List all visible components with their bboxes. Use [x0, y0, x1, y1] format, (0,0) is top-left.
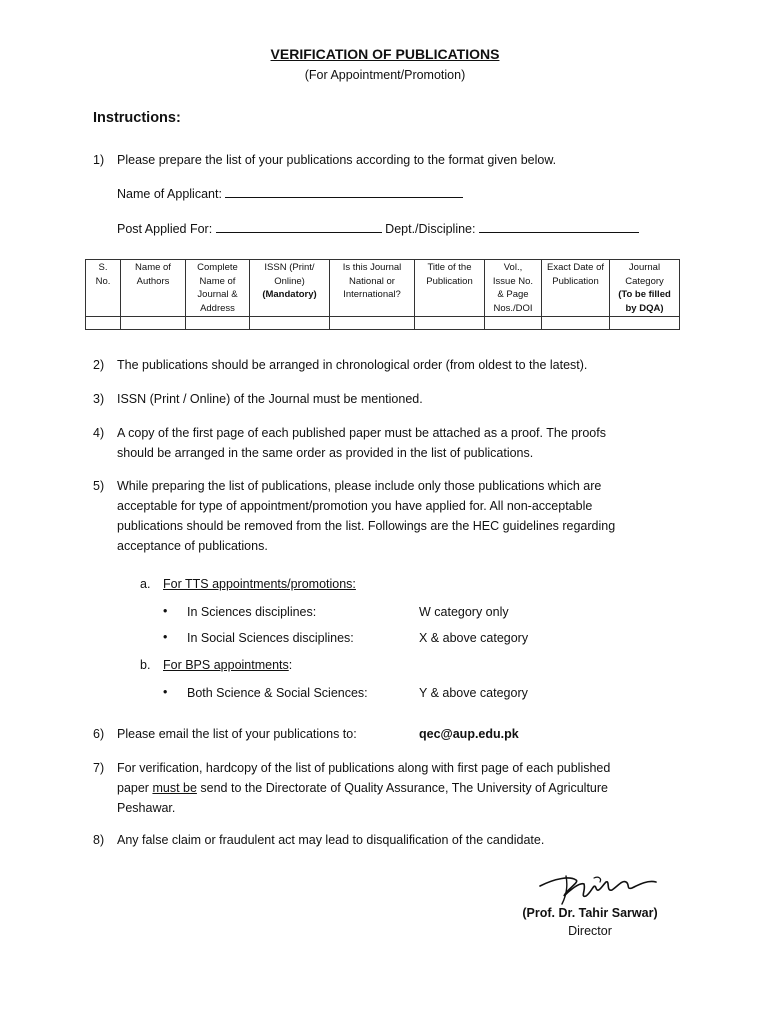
item-5-number: 5) [93, 479, 105, 493]
item-1-text: Please prepare the list of your publications according to the format given below. [117, 153, 557, 167]
post-applied-field[interactable] [216, 220, 382, 233]
guideline-a-row1-right: W category only [419, 605, 509, 619]
guideline-b-row1-left: Both Science & Social Sciences: [187, 686, 368, 700]
bullet-icon: • [163, 685, 168, 699]
col-authors-header: Name of Authors [121, 260, 186, 317]
guideline-b-heading: For BPS appointments: [163, 658, 293, 672]
signatory-name: (Prof. Dr. Tahir Sarwar) [522, 906, 658, 920]
applicant-name-row [117, 184, 463, 204]
table-cell[interactable] [330, 317, 415, 330]
guideline-a-label: a. [140, 577, 151, 591]
col-national-header: Is this Journal National or International? [330, 260, 415, 317]
page-subtitle: (For Appointment/Promotion) [304, 68, 466, 82]
item-2-number: 2) [93, 358, 105, 372]
guideline-b-row1-right: Y & above category [419, 686, 528, 700]
table-row [86, 317, 680, 330]
item-8-text: Any false claim or fraudulent act may lead to disqualification of the candidate. [117, 833, 545, 847]
item-4-number: 4) [93, 426, 105, 440]
item-8-number: 8) [93, 833, 105, 847]
col-date-header: Exact Date of Publication [542, 260, 610, 317]
instructions-heading: Instructions: [93, 110, 181, 126]
table-cell[interactable] [250, 317, 330, 330]
dept-discipline-label: Dept./Discipline: [385, 222, 476, 236]
page-title: VERIFICATION OF PUBLICATIONS [270, 46, 500, 62]
col-journal-header: Complete Name of Journal & Address [186, 260, 250, 317]
col-sno-header: S. No. [86, 260, 121, 317]
table-cell[interactable] [415, 317, 485, 330]
table-header-row [86, 260, 680, 317]
applicant-name-field[interactable] [225, 185, 463, 198]
table-cell[interactable] [86, 317, 121, 330]
guideline-a-row1-left: In Sciences disciplines: [187, 605, 317, 619]
guideline-a-row2-right: X & above category [419, 631, 529, 645]
bullet-icon: • [163, 630, 168, 644]
guideline-a-heading: For TTS appointments/promotions: [163, 577, 356, 591]
bullet-icon: • [163, 604, 168, 618]
table-cell[interactable] [610, 317, 680, 330]
guideline-a-row2-left: In Social Sciences disciplines: [187, 631, 354, 645]
table-cell[interactable] [542, 317, 610, 330]
item-2-text: The publications should be arranged in chronological order (from oldest to the latest). [117, 358, 588, 372]
signatory-designation: Director [568, 924, 612, 938]
item-6-text: Please email the list of your publications to: [117, 727, 357, 741]
post-dept-row [117, 219, 639, 239]
col-volume-header: Vol., Issue No. & Page Nos./DOI [485, 260, 542, 317]
item-1-number: 1) [93, 153, 105, 167]
item-5-text: While preparing the list of publications, please include only those publications which are acceptable for type of appointment/promotion you have applied for. All non-acceptable publications should be removed from the list. Followings are the HEC guidelines regarding acceptance of publications. [117, 479, 616, 553]
signature-icon [536, 868, 661, 908]
col-title-header: Title of the Publication [415, 260, 485, 317]
col-category-header: Journal Category (To be filled by DQA) [610, 260, 680, 317]
post-applied-label: Post Applied For: [117, 222, 213, 236]
table-cell[interactable] [121, 317, 186, 330]
publications-table [85, 259, 680, 330]
item-7-number: 7) [93, 761, 105, 775]
email-address[interactable]: qec@aup.edu.pk [419, 727, 519, 741]
applicant-name-label: Name of Applicant: [117, 187, 222, 201]
item-7-text: For verification, hardcopy of the list of publications along with first page of each published paper must be send to the Directorate of Quality Assurance, The University of Agriculture Peshawar. [117, 761, 611, 815]
item-3-text: ISSN (Print / Online) of the Journal must be mentioned. [117, 392, 423, 406]
guideline-b-label: b. [140, 658, 151, 672]
item-6-number: 6) [93, 727, 105, 741]
item-3-number: 3) [93, 392, 105, 406]
table-cell[interactable] [186, 317, 250, 330]
col-issn-header: ISSN (Print/ Online) (Mandatory) [250, 260, 330, 317]
item-4-text: A copy of the first page of each published paper must be attached as a proof. The proofs should be arranged in the same order as provided in the list of publications. [117, 426, 606, 460]
table-cell[interactable] [485, 317, 542, 330]
dept-discipline-field[interactable] [479, 220, 639, 233]
